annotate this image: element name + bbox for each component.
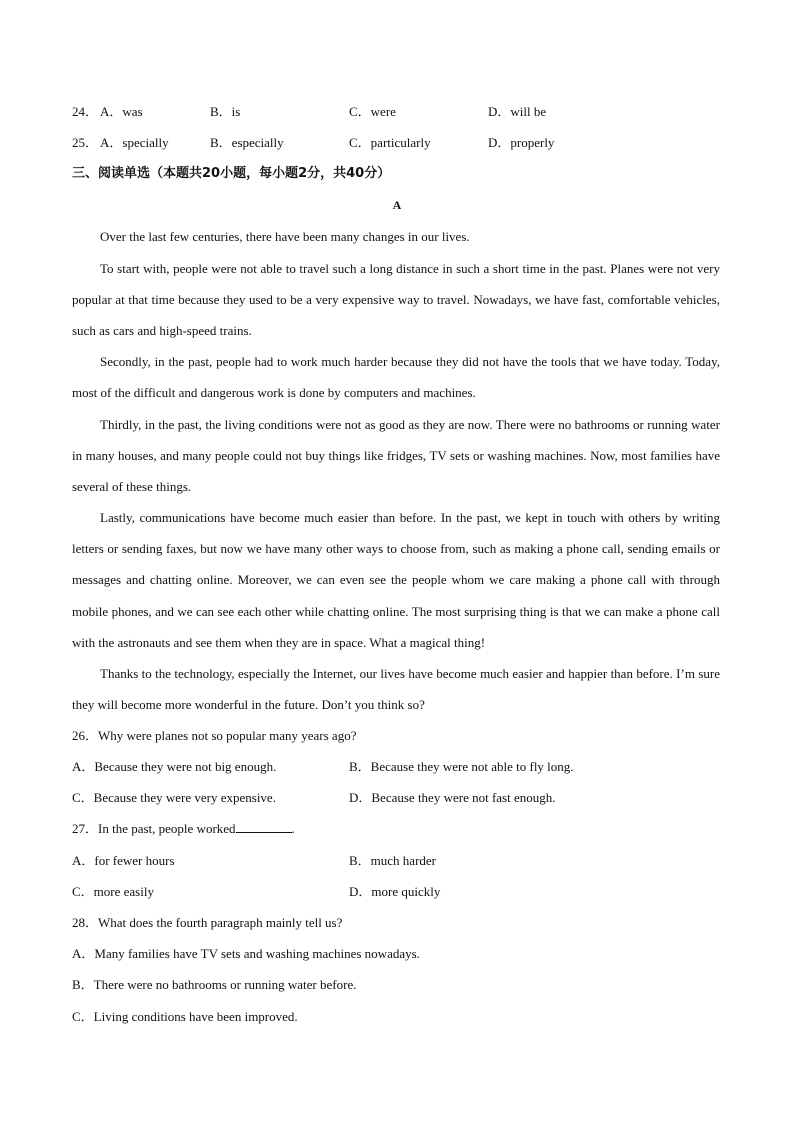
q24-option-a: A．was: [100, 104, 143, 119]
passage-label: A: [392, 198, 402, 212]
q27-option-d: D．more quickly: [349, 884, 441, 899]
q26-option-a: A．Because they were not big enough.: [72, 759, 277, 774]
paragraph-2: To start with, people were not able to travel such a long distance in such a short time in the past. Planes were not very popular at that time because they used to be a very expensive way to travel. Nowadays, we have fast, comfortable vehicles, such as cars and high-speed trains.: [72, 261, 720, 339]
q27-stem-end: .: [291, 821, 295, 836]
q26-option-b: B．Because they were not able to fly long.: [349, 759, 574, 774]
q25-option-c: C．particularly: [349, 135, 431, 150]
q26-stem: 26．Why were planes not so popular many years ago?: [72, 728, 357, 743]
paragraph-3: Secondly, in the past, people had to work much harder because they did not have the tools that we have today. Today, most of the difficult and dangerous work is done by computers and machines.: [72, 354, 720, 401]
q27-stem-text: 27．In the past, people worked: [72, 821, 236, 836]
paragraph-1: Over the last few centuries, there have been many changes in our lives.: [100, 229, 470, 244]
q28-option-b: B．There were no bathrooms or running water before.: [72, 977, 357, 992]
q27-stem: [72, 820, 295, 838]
paragraph-6: Thanks to the technology, especially the Internet, our lives have become much easier and happier than before. I’m sure they will become more wonderful in the future. Don’t you think so?: [72, 666, 720, 713]
paragraph-4: Thirdly, in the past, the living conditions were not as good as they are now. There were no bathrooms or running water in many houses, and many people could not buy things like fridges, TV sets or washing machines. Now, most families have several of these things.: [72, 417, 720, 495]
q28-option-c: C．Living conditions have been improved.: [72, 1009, 298, 1024]
answer-blank: [236, 820, 292, 833]
q26-option-d: D．Because they were not fast enough.: [349, 790, 556, 805]
q25-option-a: A．specially: [100, 135, 169, 150]
q27-option-b: B．much harder: [349, 853, 437, 868]
q28-stem: 28．What does the fourth paragraph mainly tell us?: [72, 915, 343, 930]
q24-option-d: D．will be: [488, 104, 547, 119]
paragraph-5: Lastly, communications have become much easier than before. In the past, we kept in touch with others by writing letters or sending faxes, but now we have many other ways to choose from, such as making a phone call, sending emails or messages and chatting online. Moreover, we can even see the people whom we care making a phone call with through mobile phones, and we can see each other while chatting online. The most surprising thing is that we can make a phone call with the astronauts and see them when they are in space. What a magical thing!: [72, 510, 720, 650]
q24-number: 24．: [72, 104, 99, 119]
q27-option-c: C．more easily: [72, 884, 154, 899]
section-title: 三、阅读单选（本题共20小题，每小题2分，共40分）: [72, 166, 391, 181]
q25-option-b: B．especially: [210, 135, 284, 150]
q25-option-d: D．properly: [488, 135, 555, 150]
q26-option-c: C．Because they were very expensive.: [72, 790, 276, 805]
q28-option-a: A．Many families have TV sets and washing machines nowadays.: [72, 946, 420, 961]
q27-option-a: A．for fewer hours: [72, 853, 175, 868]
q24-option-b: B．is: [210, 104, 241, 119]
q24-option-c: C．were: [349, 104, 396, 119]
q25-number: 25．: [72, 135, 99, 150]
